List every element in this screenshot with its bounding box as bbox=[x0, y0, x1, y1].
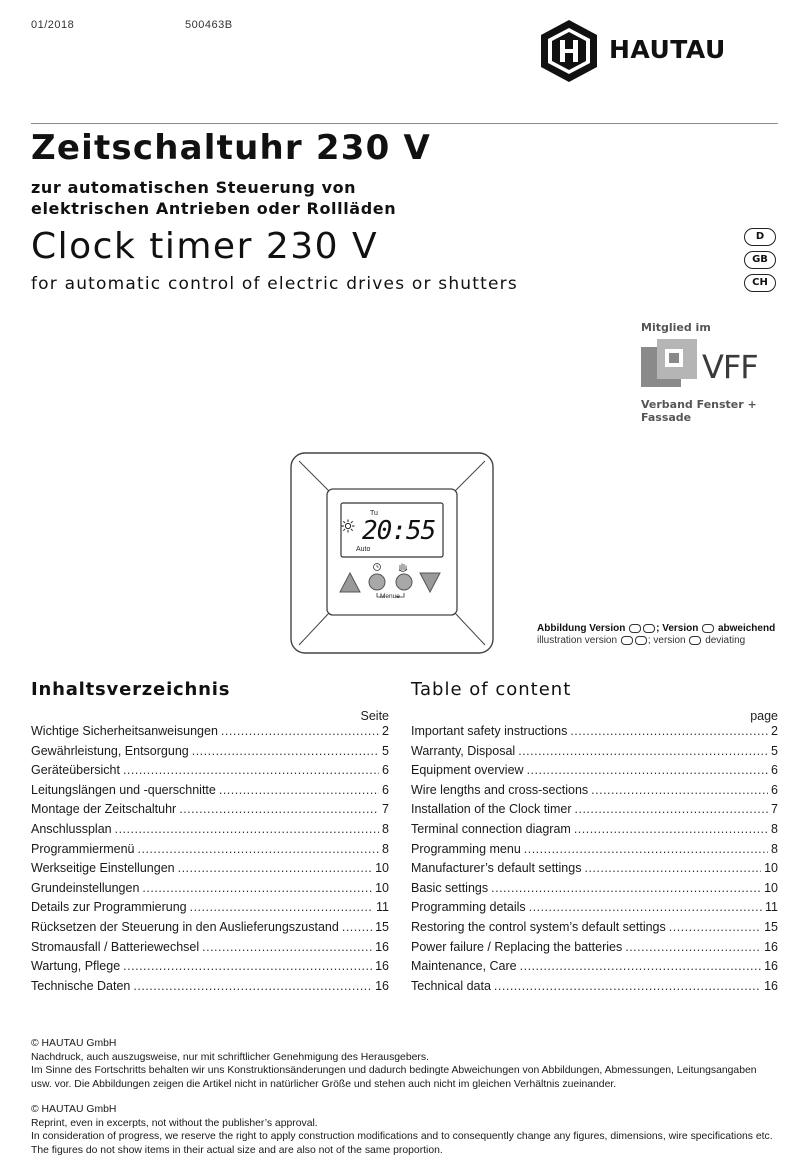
menu-label: Menue bbox=[380, 593, 400, 600]
footer-en-line: Reprint, even in excerpts, not without the publisher’s approval. bbox=[31, 1117, 318, 1129]
document-number: 500463B bbox=[185, 19, 233, 31]
caption-de-text-b: ; Version bbox=[656, 623, 699, 634]
subtitle-english: for automatic control of electric drives or shutters bbox=[31, 274, 518, 294]
toc-entry-page: 10 bbox=[375, 861, 389, 876]
badge-ch-icon bbox=[689, 636, 701, 645]
display-time: 20:55 bbox=[362, 516, 436, 546]
toc-entry-page: 5 bbox=[771, 743, 778, 758]
subtitle-german-line1: zur automatischen Steuerung von bbox=[31, 178, 357, 197]
toc-entry-title: Anschlussplan bbox=[31, 821, 112, 836]
toc-leader-dots bbox=[190, 900, 373, 914]
toc-leader-dots bbox=[178, 861, 372, 875]
toc-entry-page: 16 bbox=[764, 939, 778, 954]
footer-de-line: © HAUTAU GmbH bbox=[31, 1038, 117, 1049]
toc-entry-title: Programmiermenü bbox=[31, 841, 135, 856]
toc-leader-dots bbox=[591, 783, 768, 797]
toc-entry-title: Power failure / Replacing the batteries bbox=[411, 939, 623, 954]
toc-entry-title: Geräteübersicht bbox=[31, 763, 120, 778]
toc-entry-title: Programming details bbox=[411, 900, 526, 915]
toc-entry-title: Rücksetzen der Steuerung in den Auslieferungszustand bbox=[31, 919, 339, 934]
toc-entry-title: Montage der Zeitschaltuhr bbox=[31, 802, 177, 817]
toc-entry-page: 10 bbox=[764, 880, 778, 895]
toc-entry[interactable] bbox=[411, 822, 778, 842]
vff-member-label: Mitglied im bbox=[641, 321, 711, 334]
header-divider bbox=[31, 123, 778, 124]
toc-entry[interactable] bbox=[31, 940, 389, 960]
toc-entry-title: Wire lengths and cross-sections bbox=[411, 782, 589, 797]
caption-en-text-b: ; version bbox=[647, 635, 686, 646]
toc-entry-page: 6 bbox=[771, 763, 778, 778]
toc-entry[interactable] bbox=[31, 900, 389, 920]
toc-entry-title: Werkseitige Einstellungen bbox=[31, 861, 175, 876]
toc-entry-page: 10 bbox=[375, 880, 389, 895]
badge-gb-icon bbox=[643, 624, 655, 633]
toc-entry-page: 7 bbox=[771, 802, 778, 817]
figure-caption-english bbox=[537, 635, 745, 646]
toc-page-label-german: Seite bbox=[360, 709, 389, 723]
toc-entry[interactable] bbox=[411, 763, 778, 783]
toc-entry-page: 6 bbox=[771, 782, 778, 797]
hautau-logo-icon bbox=[538, 18, 600, 84]
toc-entry[interactable] bbox=[411, 920, 778, 940]
toc-entry-title: Programming menu bbox=[411, 841, 521, 856]
toc-entry-page: 11 bbox=[376, 900, 389, 915]
toc-entry-title: Gewährleistung, Entsorgung bbox=[31, 743, 189, 758]
toc-entry-title: Maintenance, Care bbox=[411, 959, 517, 974]
toc-entry-title: Wartung, Pflege bbox=[31, 959, 121, 974]
toc-entry[interactable] bbox=[31, 881, 389, 901]
toc-leader-dots bbox=[123, 959, 372, 973]
toc-entry-page: 15 bbox=[375, 919, 389, 934]
toc-entry-page: 6 bbox=[382, 763, 389, 778]
toc-leader-dots bbox=[494, 979, 761, 993]
toc-leader-dots bbox=[527, 763, 768, 777]
toc-entry[interactable] bbox=[411, 802, 778, 822]
toc-leader-dots bbox=[202, 940, 372, 954]
toc-leader-dots bbox=[520, 959, 761, 973]
caption-de-text-a: Abbildung Version bbox=[537, 623, 626, 634]
country-badge-ch: CH bbox=[744, 274, 776, 292]
caption-en-text-c: deviating bbox=[705, 635, 746, 646]
toc-entry-title: Stromausfall / Batteriewechsel bbox=[31, 939, 200, 954]
toc-entry-page: 6 bbox=[382, 782, 389, 797]
toc-entry[interactable] bbox=[31, 822, 389, 842]
toc-entry[interactable] bbox=[31, 763, 389, 783]
toc-leader-dots bbox=[123, 763, 379, 777]
toc-leader-dots bbox=[133, 979, 372, 993]
toc-entry[interactable] bbox=[31, 802, 389, 822]
footer-de-line: Im Sinne des Fortschritts behalten wir uns Konstruktionsänderungen und dadurch bedingte Abweichungen von Abbildungen, Abmessungen, Leitungsangaben bbox=[31, 1065, 757, 1077]
vff-logo-text: VFF bbox=[702, 348, 758, 386]
display-day: Tu bbox=[370, 510, 378, 517]
footer-en-line: The figures do not show items in their actual size and are also not of the same proportion. bbox=[31, 1144, 443, 1156]
toc-entry-page: 11 bbox=[765, 900, 778, 915]
toc-entry-page: 8 bbox=[771, 821, 778, 836]
toc-leader-dots bbox=[669, 920, 761, 934]
figure-caption-german bbox=[537, 623, 775, 634]
toc-entry-title: Warranty, Disposal bbox=[411, 743, 516, 758]
badge-d-icon bbox=[629, 624, 641, 633]
toc-entry[interactable] bbox=[411, 940, 778, 960]
toc-entry[interactable] bbox=[411, 900, 778, 920]
toc-entry-page: 16 bbox=[375, 959, 389, 974]
toc-entry-title: Equipment overview bbox=[411, 763, 524, 778]
toc-entry-page: 2 bbox=[771, 724, 778, 738]
copyright-notice-german bbox=[31, 1037, 757, 1091]
toc-entry-page: 7 bbox=[382, 802, 389, 817]
toc-entry[interactable] bbox=[31, 861, 389, 881]
toc-leader-dots bbox=[574, 822, 768, 836]
badge-gb-icon bbox=[635, 636, 647, 645]
footer-en-line: © HAUTAU GmbH bbox=[31, 1104, 117, 1115]
toc-heading-english: Table of content bbox=[411, 679, 572, 700]
toc-entry[interactable] bbox=[31, 724, 389, 744]
badge-d-icon bbox=[621, 636, 633, 645]
toc-entry-page: 10 bbox=[764, 861, 778, 876]
toc-entry[interactable] bbox=[31, 920, 389, 940]
title-english: Clock timer 230 V bbox=[31, 226, 379, 267]
toc-entry-title: Technical data bbox=[411, 978, 491, 993]
toc-heading-german: Inhaltsverzeichnis bbox=[31, 679, 231, 700]
toc-leader-dots bbox=[529, 900, 762, 914]
toc-entry[interactable] bbox=[411, 979, 778, 999]
toc-leader-dots bbox=[524, 842, 768, 856]
title-german: Zeitschaltuhr 230 V bbox=[31, 128, 432, 168]
document-date: 01/2018 bbox=[31, 19, 75, 31]
clock-timer-illustration bbox=[289, 451, 495, 655]
toc-leader-dots bbox=[179, 802, 379, 816]
toc-entry[interactable] bbox=[411, 724, 778, 744]
toc-entry[interactable] bbox=[411, 881, 778, 901]
toc-entry-title: Installation of the Clock timer bbox=[411, 802, 572, 817]
toc-list-german bbox=[31, 724, 389, 998]
toc-leader-dots bbox=[491, 881, 761, 895]
toc-entry-page: 15 bbox=[764, 919, 778, 934]
toc-entry[interactable] bbox=[31, 783, 389, 803]
toc-entry[interactable] bbox=[411, 783, 778, 803]
toc-entry-title: Technische Daten bbox=[31, 978, 131, 993]
brand-name: HAUTAU bbox=[609, 35, 726, 64]
toc-leader-dots bbox=[575, 802, 769, 816]
toc-leader-dots bbox=[625, 940, 761, 954]
toc-entry[interactable] bbox=[31, 744, 389, 764]
toc-entry[interactable] bbox=[411, 861, 778, 881]
toc-entry-page: 8 bbox=[382, 821, 389, 836]
toc-entry[interactable] bbox=[411, 744, 778, 764]
toc-entry-title: Leitungslängen und -querschnitte bbox=[31, 782, 216, 797]
toc-entry-title: Grundeinstellungen bbox=[31, 880, 140, 895]
copyright-notice-english bbox=[31, 1103, 773, 1157]
toc-entry-title: Restoring the control system’s default settings bbox=[411, 919, 666, 934]
sun-icon bbox=[341, 519, 355, 533]
footer-de-line: Nachdruck, auch auszugsweise, nur mit schriftlicher Genehmigung des Herausgebers. bbox=[31, 1051, 429, 1063]
toc-leader-dots bbox=[115, 822, 379, 836]
toc-entry-title: Terminal connection diagram bbox=[411, 821, 571, 836]
badge-ch-icon bbox=[702, 624, 714, 633]
toc-leader-dots bbox=[570, 724, 768, 738]
toc-list-english bbox=[411, 724, 778, 998]
country-badge-gb: GB bbox=[744, 251, 776, 269]
toc-leader-dots bbox=[142, 881, 372, 895]
toc-leader-dots bbox=[192, 744, 379, 758]
toc-entry-page: 5 bbox=[382, 743, 389, 758]
footer-de-line: usw. vor. Die Abbildungen zeigen die Artikel nicht in natürlicher Größe und stehen auch nicht im gleichen Verhältnis zueinander. bbox=[31, 1078, 617, 1090]
toc-leader-dots bbox=[138, 842, 380, 856]
toc-entry[interactable] bbox=[31, 959, 389, 979]
footer-en-line: In consideration of progress, we reserve the right to apply construction modifications and to consequently change any figures, dimensions, wire specifications etc. bbox=[31, 1131, 773, 1143]
vff-full-name: Verband Fenster + Fassade bbox=[641, 398, 757, 424]
toc-leader-dots bbox=[221, 724, 379, 738]
subtitle-german-line2: elektrischen Antrieben oder Rollläden bbox=[31, 199, 397, 218]
caption-en-text-a: illustration version bbox=[537, 635, 618, 646]
toc-entry-page: 16 bbox=[375, 939, 389, 954]
toc-entry[interactable] bbox=[411, 959, 778, 979]
toc-leader-dots bbox=[518, 744, 768, 758]
toc-entry-page: 2 bbox=[382, 724, 389, 738]
toc-entry[interactable] bbox=[31, 842, 389, 862]
toc-entry-title: Wichtige Sicherheitsanweisungen bbox=[31, 724, 218, 738]
toc-entry[interactable] bbox=[31, 979, 389, 999]
toc-entry-page: 8 bbox=[382, 841, 389, 856]
toc-entry-title: Important safety instructions bbox=[411, 724, 568, 738]
toc-entry-title: Manufacturer’s default settings bbox=[411, 861, 582, 876]
toc-entry-page: 16 bbox=[764, 959, 778, 974]
toc-leader-dots bbox=[584, 861, 761, 875]
toc-entry-title: Details zur Programmierung bbox=[31, 900, 187, 915]
toc-entry[interactable] bbox=[411, 842, 778, 862]
toc-leader-dots bbox=[342, 920, 372, 934]
toc-leader-dots bbox=[219, 783, 379, 797]
caption-de-text-c: abweichend bbox=[717, 623, 776, 634]
display-mode: Auto bbox=[356, 546, 371, 553]
toc-entry-page: 16 bbox=[764, 978, 778, 993]
toc-entry-page: 16 bbox=[375, 978, 389, 993]
toc-page-label-english: page bbox=[750, 709, 778, 723]
toc-entry-page: 8 bbox=[771, 841, 778, 856]
vff-logo-icon bbox=[641, 339, 699, 391]
toc-entry-title: Basic settings bbox=[411, 880, 489, 895]
country-badge-d: D bbox=[744, 228, 776, 246]
